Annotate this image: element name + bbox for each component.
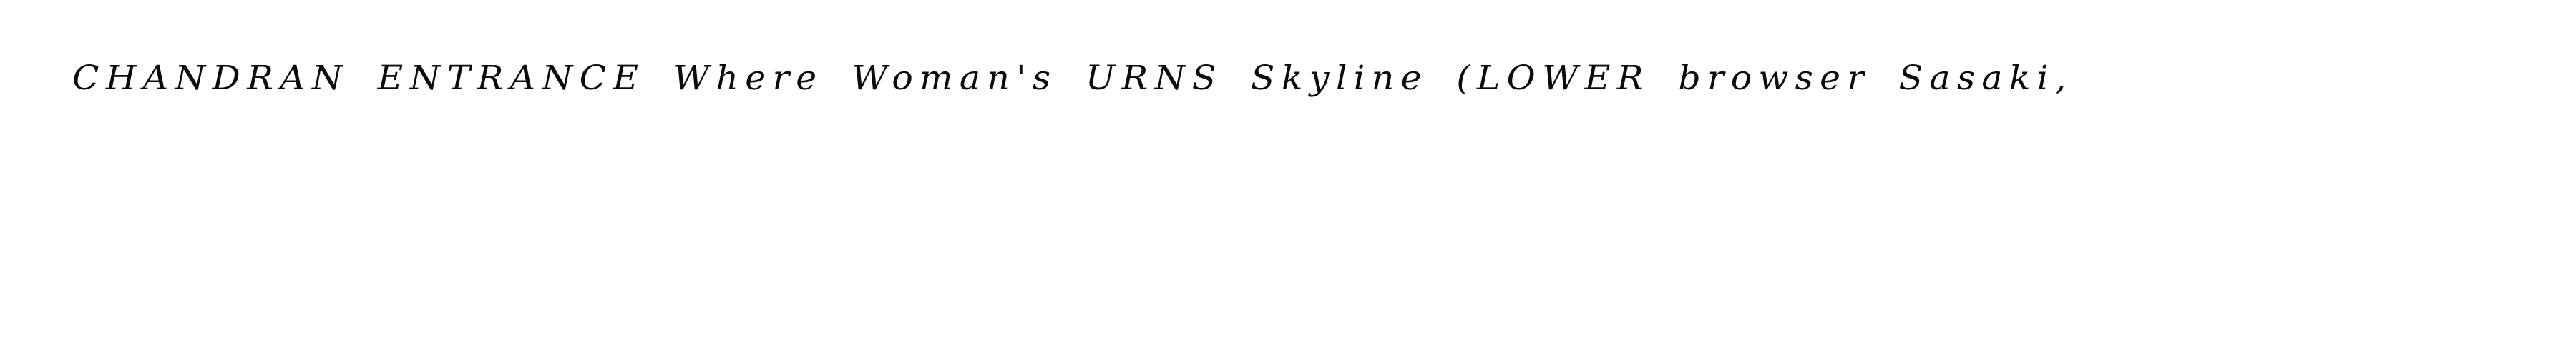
script-text-line: CHANDRAN ENTRANCE Where Woman's URNS Skyline (LOWER browser Sasaki, <box>72 59 2073 98</box>
